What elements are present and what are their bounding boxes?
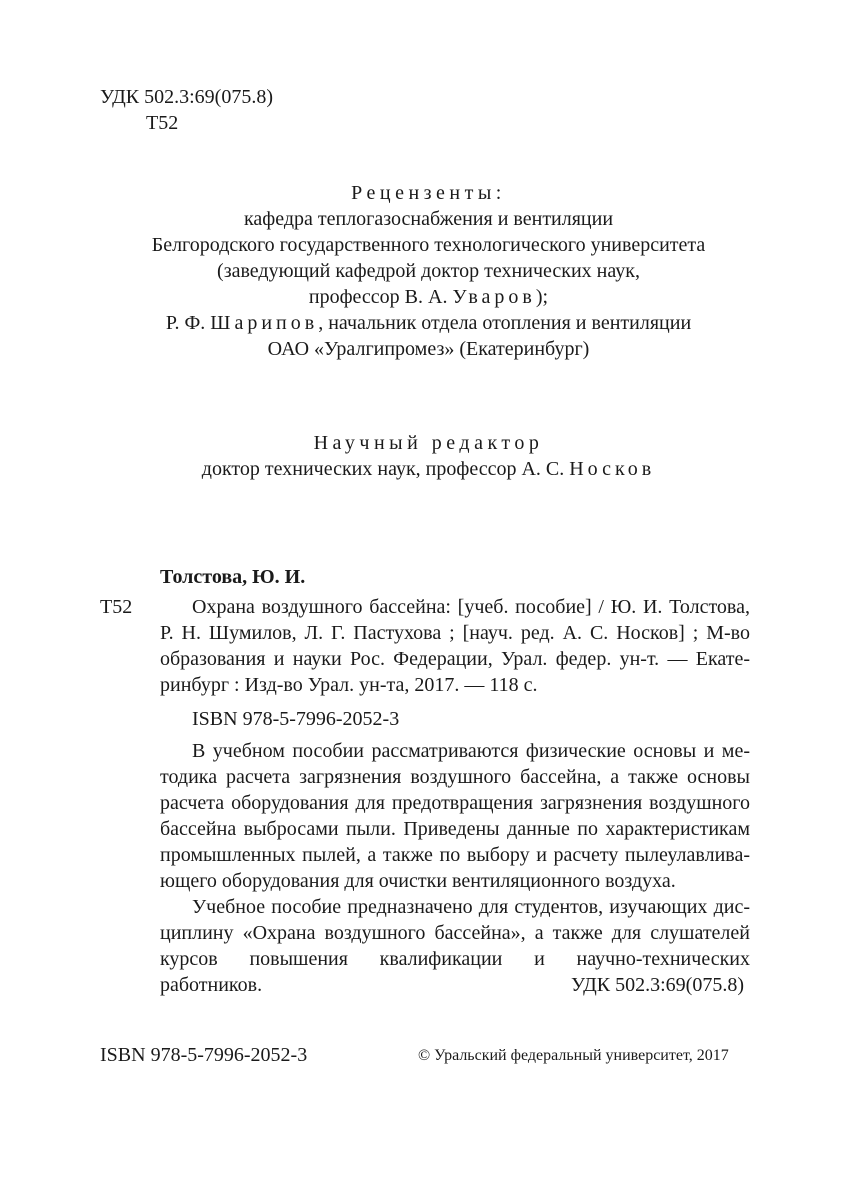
reviewer-name-sharipov: Шарипов [210, 312, 319, 334]
abstract-line: тодика расчета загрязнения воздушного бассейна, а также основы [160, 766, 750, 788]
reviewers-line4-prefix: профессор В. А. [308, 286, 453, 308]
reviewers-line: (заведующий кафедрой доктор технических наук, [217, 260, 640, 282]
reviewers-line: ОАО «Уралгипромез» (Екатеринбург) [267, 338, 590, 360]
editor-heading: Научный редактор [313, 432, 544, 454]
reviewers-line: кафедра теплогазоснабжения и вентиляции [243, 208, 614, 230]
udk-top: УДК 502.3:69(075.8) [100, 86, 273, 108]
abstract-line: ющего оборудования для очистки вентиляционного воздуха. [160, 870, 676, 892]
abstract-line: промышленных пылей, а также по выбору и расчету пылеулавлива- [160, 844, 750, 866]
biblio-isbn: ISBN 978-5-7996-2052-3 [192, 708, 400, 730]
editor-line-prefix: доктор технических наук, профессор А. С. [201, 458, 570, 480]
reviewers-line: Белгородского государственного технологического университета [151, 234, 706, 256]
abstract-line: курсов повышения квалификации и научно-технических работников. [160, 948, 750, 996]
reviewer-name-uvarov: Уваров [452, 286, 536, 308]
reviewers-line5-suffix: , начальник отдела отопления и вентиляции [318, 312, 692, 334]
abstract-paragraph-1 [160, 738, 750, 894]
editor-name: Носков [569, 458, 656, 480]
biblio-line: образования и науки Рос. Федерации, Урал. федер. ун-т. — Екате- [160, 648, 750, 670]
editor-block [0, 430, 857, 482]
footer-copyright: © Уральский федеральный университет, 2017 [418, 1047, 729, 1064]
abstract-line: бассейна выбросами пыли. Приведены данные по характеристикам [160, 818, 750, 840]
abstract-line: В учебном пособии рассматриваются физические основы и ме- [192, 740, 750, 762]
reviewers-line5-prefix: Р. Ф. [165, 312, 211, 334]
biblio-author: Толстова, Ю. И. [160, 566, 306, 588]
reviewers-line4-suffix: ); [535, 286, 549, 308]
biblio-line: ринбург : Изд-во Урал. ун-та, 2017. — 118 с. [160, 674, 538, 696]
biblio-description [160, 594, 750, 698]
biblio-line: Р. Н. Шумилов, Л. Г. Пастухова ; [науч. ред. А. С. Носков] ; М-во [160, 622, 750, 644]
footer-isbn: ISBN 978-5-7996-2052-3 [100, 1044, 308, 1066]
biblio-line: Охрана воздушного бассейна: [учеб. пособие] / Ю. И. Толстова, [192, 596, 750, 618]
editor-line [0, 456, 857, 482]
abstract-line: Учебное пособие предназначено для студентов, изучающих дис- [192, 896, 750, 918]
reviewers-heading: Рецензенты: [351, 182, 506, 204]
reviewers-block [0, 180, 857, 362]
abstract-line: циплину «Охрана воздушного бассейна», а также для слушателей [160, 922, 750, 944]
abstract-line: расчета оборудования для предотвращения загрязнения воздушного [160, 792, 750, 814]
code-top: Т52 [146, 112, 179, 134]
biblio-code: Т52 [100, 596, 133, 618]
reviewers-line [0, 284, 857, 310]
abstract-udk: УДК 502.3:69(075.8) [571, 974, 744, 996]
reviewers-line [0, 310, 857, 336]
